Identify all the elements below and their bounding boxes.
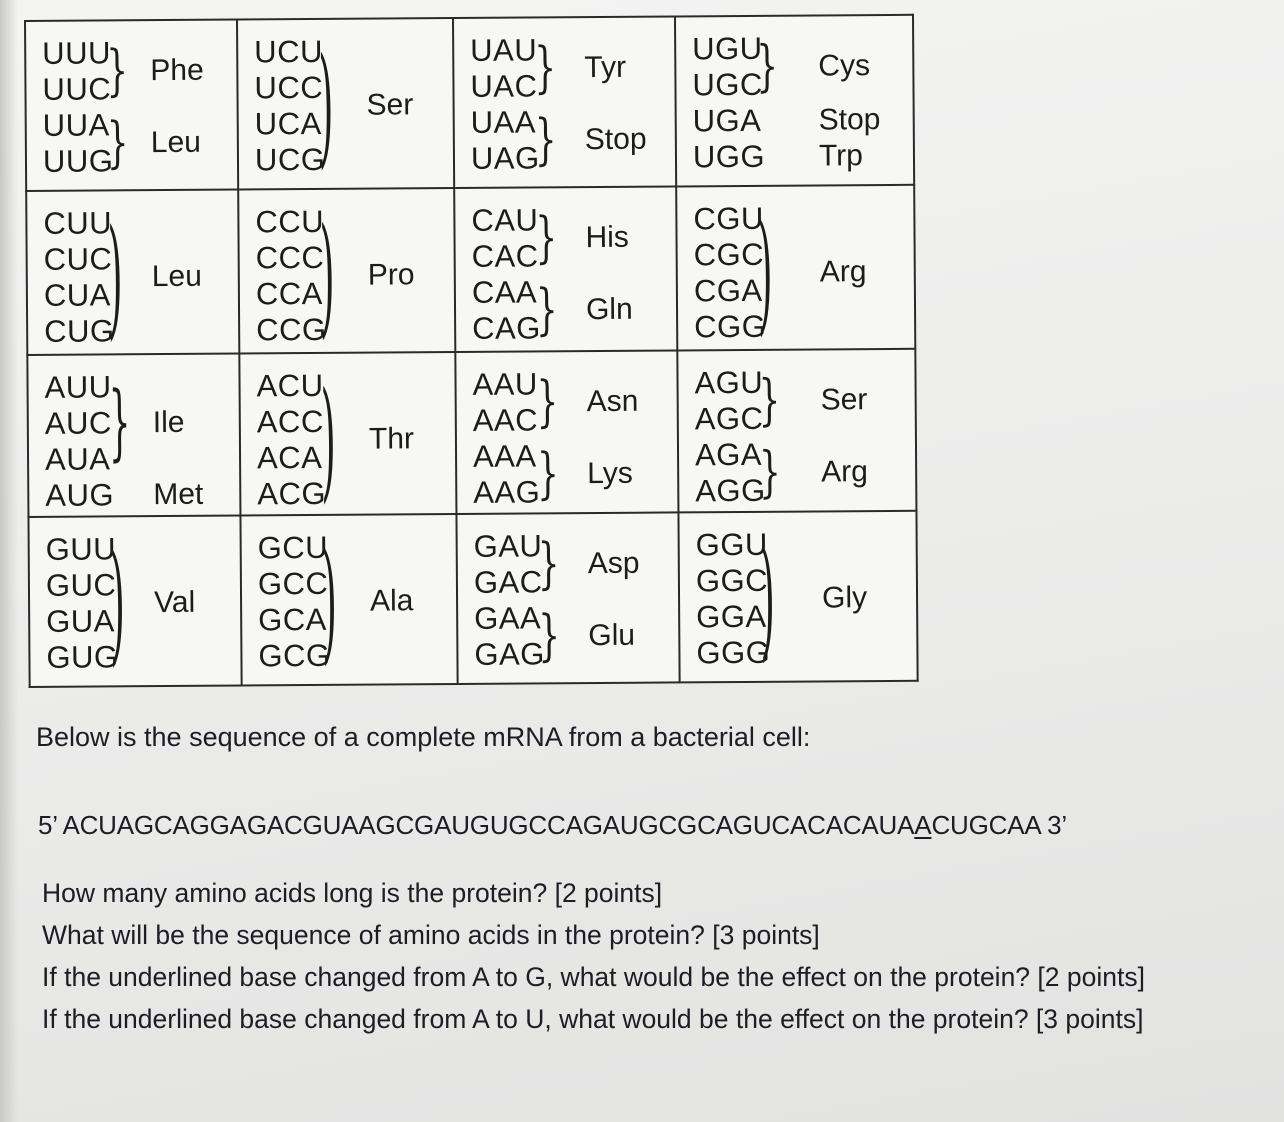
amino-acid-label: Val [153,585,196,620]
codon-label: CUC [43,241,113,277]
question-4: If the underlined base changed from A to U, what would be the effect on the protein? [3 points] [42,1004,1144,1034]
codon-label: UGA [692,102,762,139]
sequence-end: CUGCAA 3’ [931,810,1067,840]
codon-label: GUA [46,603,116,639]
codon-label: GCA [258,601,328,638]
codon-cell [676,185,915,351]
codon-label: UGC [692,66,763,103]
codon-label: GAA [474,600,542,636]
codon-label: UAA [470,104,537,140]
codon-cell [27,354,240,517]
codon-label: CCC [255,239,325,276]
amino-acid-label: Asn [586,384,639,419]
codon-label: AAC [472,402,539,438]
codon-label: UUU [42,35,112,71]
codon-label: UCC [254,69,324,106]
codon-label: AGA [694,436,763,473]
codon-cell [454,186,677,352]
codon-label: GCU [257,529,329,566]
table-row [28,511,917,687]
codon-group-brace: } [758,440,782,506]
sequence-start: 5’ ACUAGCAGGAGACGUAAGCGAUGUGCCAGAUGCGCAGUCACACAUA [38,810,915,840]
amino-acid-label: Arg [819,255,867,289]
codon-label: CGG [694,308,767,345]
codon-label: AGU [694,364,764,401]
codon-label: UAC [470,68,538,104]
codon-label: GGC [695,562,769,599]
codon-group-brace: } [535,277,558,343]
amino-acid-label: Arg [821,455,868,489]
codon-group-brace: } [108,374,131,473]
codon-label: AUU [44,369,112,405]
page-edge-shadow [0,0,18,1122]
codon-label: AAU [472,366,538,402]
codon-label: CCG [256,311,327,348]
codon-label: GUU [45,531,117,567]
amino-acid-label: Ile [152,405,185,440]
codon-label: UUA [42,107,110,143]
codon-label: CAA [471,274,538,310]
sequence-intro: Below is the sequence of a complete mRNA from a bacterial cell: [36,722,811,752]
codon-group-brace: } [758,368,781,434]
question-list [42,872,1145,1040]
amino-acid-label: Ser [820,383,868,417]
codon-cell [675,15,914,187]
codon-group-brace: } [106,110,129,176]
codon-label: CUA [43,277,111,313]
amino-acid-label: Lys [587,456,633,491]
table-row [25,15,914,191]
codon-label: AUC [44,405,112,441]
codon-group-brace: } [536,369,559,435]
codon-cell [238,188,455,354]
codon-cell [239,352,456,516]
codon-label: CGU [693,200,764,237]
codon-label: CGA [693,272,763,309]
codon-cell [677,349,916,513]
codon-label: UGU [692,30,763,67]
codon-label: GCG [258,637,331,674]
codon-label: GCC [257,565,329,602]
codon-group-brace: ) [107,202,124,353]
codon-label: GAG [474,636,545,672]
amino-acid-label: Gln [585,292,633,327]
codon-label: GGG [696,634,771,671]
amino-acid-label: Pro [367,258,415,292]
genetic-code-table [24,14,919,688]
codon-group-brace: } [534,107,557,173]
codon-label: CGC [693,236,765,273]
codon-group-brace: } [106,38,129,104]
codon-label: UGG [692,138,766,175]
codon-group-brace: ) [321,526,338,678]
codon-label: ACC [256,403,324,440]
amino-acid-label: Stop [818,103,881,137]
codon-group-brace: ) [320,364,337,516]
codon-label: CCA [255,275,323,312]
amino-acid-label: His [585,220,629,255]
codon-label: CAU [471,202,539,238]
codon-cell [453,16,676,188]
codon-label: CCU [255,203,325,240]
amino-acid-label: Tyr [584,50,627,85]
codon-label: CUG [44,313,115,349]
codon-group-brace: ) [757,197,774,349]
codon-cell [28,516,241,687]
codon-label: GUC [45,567,117,603]
codon-label: AGC [694,400,764,437]
underlined-base: A [914,810,932,840]
amino-acid-label: Glu [588,618,636,653]
codon-group-brace: } [538,603,561,669]
amino-acid-label: Met [153,477,204,512]
codon-group-brace: } [537,531,560,597]
codon-group-brace: } [534,35,557,101]
amino-acid-label: Cys [818,49,871,83]
codon-group-brace: ) [759,523,776,675]
codon-label: ACG [257,475,327,512]
codon-group-brace: } [756,34,779,100]
codon-label: AUG [45,477,115,513]
table-row [26,185,915,355]
codon-label: AGG [695,472,766,509]
codon-label: UUC [42,71,112,107]
codon-label: GGA [696,598,767,635]
codon-cell [456,512,679,684]
codon-cell [240,514,457,686]
codon-group-brace: ) [109,528,126,679]
amino-acid-label: Ala [369,584,414,618]
codon-label: ACA [256,439,323,476]
codon-cell [25,20,238,191]
codon-group-brace: ) [318,30,334,182]
codon-cell [678,511,917,683]
codon-label: CAC [471,238,539,274]
codon-label: UAU [470,32,538,68]
amino-acid-label: Trp [818,139,863,173]
question-1: How many amino acids long is the protein? [2 points] [42,878,663,908]
question-3: If the underlined base changed from A to G, what would be the effect on the protein? [2 points] [42,962,1145,992]
codon-cell [455,350,678,514]
codon-label: ACU [256,367,324,404]
amino-acid-label: Asp [587,546,640,581]
codon-label: GGU [695,526,768,563]
codon-label: CUU [43,205,113,241]
codon-group-brace: } [535,205,558,271]
amino-acid-label: Leu [151,259,202,294]
codon-label: GAC [473,564,543,600]
amino-acid-label: Gly [821,581,868,615]
amino-acid-label: Stop [584,122,647,157]
amino-acid-label: Thr [368,422,415,456]
mrna-sequence [38,810,1067,841]
codon-label: UUG [42,143,114,179]
codon-label: AUA [44,441,111,477]
codon-label: UCG [254,141,326,178]
codon-label: UCU [254,33,324,70]
codon-label: CAG [472,310,541,346]
codon-label: AAG [473,474,541,510]
codon-group-brace: } [536,441,560,507]
amino-acid-label: Leu [150,125,202,160]
amino-acid-label: Ser [366,88,414,122]
table-row [27,349,916,517]
codon-label: GAU [473,528,543,564]
amino-acid-label: Phe [150,53,204,88]
codon-label: AAA [472,438,537,474]
codon-cell [26,190,239,355]
codon-group-brace: ) [319,200,336,352]
codon-label: UCA [254,105,322,142]
codon-cell [237,18,454,190]
codon-label: UAG [470,140,540,176]
codon-label: GUG [46,639,119,675]
question-2: What will be the sequence of amino acids in the protein? [3 points] [42,920,820,950]
